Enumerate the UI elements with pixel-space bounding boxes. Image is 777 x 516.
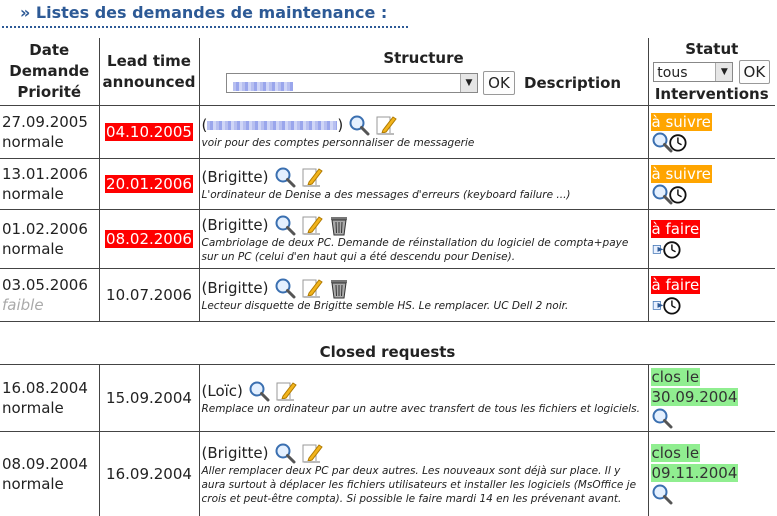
header-description: Description: [524, 74, 621, 92]
status-date: 30.09.2004: [651, 388, 739, 406]
maintenance-table: [0, 38, 775, 516]
table-row: 16.08.2004 normale 15.09.2004 (Loïc) Remplace un ordinateur par un autre avec transfert de tous les fichiers et logiciels. clos le 30.09.2004: [0, 365, 775, 432]
edit-pencil-icon[interactable]: [301, 214, 323, 236]
lead-time-overdue: 20.01.2006: [105, 175, 193, 193]
status-badge: à suivre: [651, 113, 712, 131]
magnifier-icon[interactable]: [274, 214, 296, 236]
edit-pencil-icon[interactable]: [375, 114, 397, 136]
structure-select[interactable]: [226, 73, 478, 93]
lead-time: 10.07.2006: [106, 286, 192, 304]
statut-select[interactable]: tous ▼: [653, 62, 733, 82]
structure-ok-button[interactable]: OK: [483, 71, 515, 95]
statut-ok-button[interactable]: OK: [739, 60, 771, 84]
closed-requests-title: Closed requests: [0, 340, 775, 365]
status-badge: à faire: [651, 220, 701, 238]
status-badge: à faire: [651, 276, 701, 294]
header-lead-time: Lead time announced: [99, 38, 199, 106]
trash-icon[interactable]: [328, 277, 350, 299]
table-row: 03.05.2006 faible 10.07.2006 (Brigitte) Lecteur disquette de Brigitte semble HS. Le remplacer. UC Dell 2 noir. à faire: [0, 269, 775, 322]
magnifier-icon[interactable]: [651, 483, 673, 505]
table-row: 08.09.2004 normale 16.09.2004 (Brigitte) Aller remplacer deux PC par deux autres. Les nouveaux sont déjà sur place. Il y aura surtout à déplacer les fichiers utilisateurs et installer les logiciels (MsOffice je crois et peut-être compta). Si possible le faire mardi 14 en les prévenant avant. clos le 09.11.2004: [0, 432, 775, 516]
table-row: 27.09.2005 normale 04.10.2005 ( ) voir pour des comptes personnaliser de messagerie à suivre: [0, 106, 775, 159]
clock-icon[interactable]: [667, 183, 687, 205]
magnifier-icon[interactable]: [274, 166, 296, 188]
lead-time: 15.09.2004: [106, 389, 192, 407]
magnifier-icon[interactable]: [651, 407, 673, 429]
edit-pencil-icon[interactable]: [301, 442, 323, 464]
magnifier-icon[interactable]: [274, 277, 296, 299]
magnifier-icon[interactable]: [274, 442, 296, 464]
lead-time: 16.09.2004: [106, 465, 192, 483]
clock-icon[interactable]: [667, 131, 687, 153]
edit-pencil-icon[interactable]: [275, 380, 297, 402]
status-badge: clos le: [651, 444, 701, 462]
chevron-down-icon: ▼: [715, 63, 732, 81]
edit-pencil-icon[interactable]: [301, 166, 323, 188]
title-divider: [2, 26, 408, 28]
status-date: 09.11.2004: [651, 464, 739, 482]
chevron-down-icon: ▼: [460, 74, 477, 92]
magnifier-icon[interactable]: [248, 380, 270, 402]
table-row: 01.02.2006 normale 08.02.2006 (Brigitte) Cambriolage de deux PC. Demande de réinstallation du logiciel de compta+paye sur un PC (celui d'en haut qui a été descendu pour Denise). à faire: [0, 210, 775, 269]
header-statut: Statut tous ▼ OK Interventions: [648, 38, 775, 106]
magnifier-icon[interactable]: [348, 114, 370, 136]
lead-time-overdue: 08.02.2006: [105, 230, 193, 248]
table-row: 13.01.2006 normale 20.01.2006 (Brigitte) L'ordinateur de Denise a des messages d'erreurs (keyboard failure ...) à suivre: [0, 159, 775, 210]
clock-icon[interactable]: [661, 294, 681, 316]
header-date: Date Demande Priorité: [0, 38, 99, 106]
status-badge: clos le: [651, 368, 701, 386]
edit-pencil-icon[interactable]: [301, 277, 323, 299]
lead-time-overdue: 04.10.2005: [105, 123, 193, 141]
clock-icon[interactable]: [661, 238, 681, 260]
table-header-row: [0, 38, 775, 106]
trash-icon[interactable]: [328, 214, 350, 236]
header-structure: Structure ▼ OK Description: [199, 38, 648, 106]
page-title: » Listes des demandes de maintenance :: [20, 3, 387, 22]
status-badge: à suivre: [651, 165, 712, 183]
